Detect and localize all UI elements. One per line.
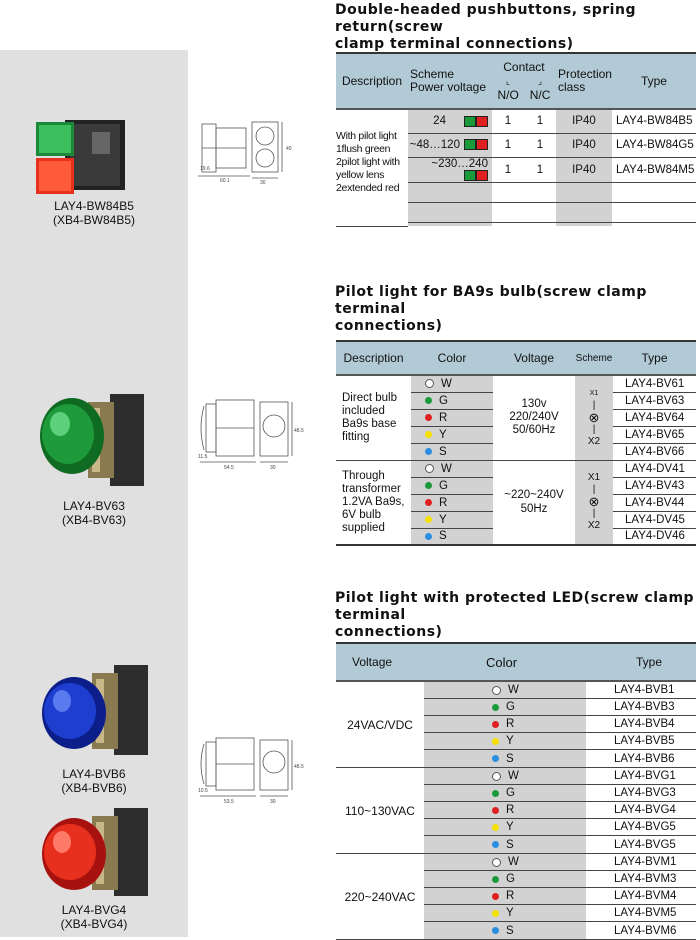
white-dot-icon xyxy=(492,858,501,867)
yellow-dot-icon xyxy=(492,738,499,745)
voltage-cell: 130v 220/240V 50/60Hz xyxy=(493,375,575,460)
header-scheme: Scheme xyxy=(575,341,613,375)
yellow-dot-icon xyxy=(425,516,432,523)
table-row: Y LAY4-BV65 xyxy=(336,426,696,443)
header-protection: Protection class xyxy=(556,53,612,109)
header-type: Type xyxy=(612,53,696,109)
green-dot-icon xyxy=(492,876,499,883)
yellow-dot-icon xyxy=(425,431,432,438)
voltage-cell: 110~130VAC xyxy=(345,803,415,818)
lamp-symbol-icon: ⊗ xyxy=(588,494,600,510)
pushbutton-dimension-drawing xyxy=(194,118,294,186)
dim-front: 11.5 xyxy=(198,454,208,460)
table-row: S LAY4-BV66 xyxy=(336,443,696,460)
table-row: With pilot light 1flush green 2pilot light with yellow lens 2extended red 24 1 1 IP40 LAY4-BW84B5 xyxy=(336,109,696,133)
header-description: Description xyxy=(336,53,408,109)
red-pilot-light-photo xyxy=(36,800,152,904)
table-row: Y LAY4-BVG5 xyxy=(424,819,696,836)
voltage-cell: ~230…240 xyxy=(408,157,492,182)
header-contact: Contact ⌞ ⌟ N/O N/C xyxy=(492,53,556,109)
blue-dot-icon xyxy=(492,927,499,934)
red-dot-icon xyxy=(492,721,499,728)
table-header xyxy=(336,53,696,109)
blue-dot-icon xyxy=(492,755,499,762)
voltage-group xyxy=(336,854,696,940)
green-dot-icon xyxy=(425,482,432,489)
table-header xyxy=(336,341,696,375)
table-row: G LAY4-BV63 xyxy=(336,392,696,409)
table-row: G LAY4-BVM3 xyxy=(424,871,696,888)
blue-dot-icon xyxy=(492,841,499,848)
red-dot-icon xyxy=(425,414,432,421)
table-row: W LAY4-BVM1 xyxy=(424,854,696,871)
table-row: R LAY4-BV44 xyxy=(336,494,696,511)
table-row: ~48…120 1 1 IP40 LAY4-BW84G5 xyxy=(336,133,696,157)
green-red-lens-icon xyxy=(464,139,488,150)
blue-pilot-light-photo xyxy=(36,655,152,765)
header-voltage: Voltage xyxy=(493,341,575,375)
dim-front: 10.5 xyxy=(198,788,208,794)
table-row: W LAY4-BVG1 xyxy=(424,768,696,785)
blue-dot-icon xyxy=(425,448,432,455)
dim-width: 30 xyxy=(270,799,276,805)
white-dot-icon xyxy=(492,686,501,695)
section1-title: Double-headed pushbuttons, spring return(screw clamp terminal connections) xyxy=(335,2,636,52)
led-table-body xyxy=(336,682,696,940)
table-row: S LAY4-BVB6 xyxy=(424,750,696,767)
voltage-group xyxy=(336,768,696,854)
table-row: Y LAY4-DV45 xyxy=(336,511,696,528)
white-dot-icon xyxy=(492,772,501,781)
table-row: W LAY4-BVB1 xyxy=(424,682,696,699)
voltage-cell: 24VAC/VDC xyxy=(347,717,413,732)
yellow-dot-icon xyxy=(492,824,499,831)
lamp-symbol-icon: ⊗ xyxy=(588,409,600,425)
description-cell: With pilot light 1flush green 2pilot light with yellow lens 2extended red xyxy=(336,109,408,226)
table-row: R LAY4-BVB4 xyxy=(424,716,696,733)
voltage-group xyxy=(336,682,696,768)
table-row: Y LAY4-BVB5 xyxy=(424,733,696,750)
yellow-dot-icon xyxy=(492,910,499,917)
header-type: Type xyxy=(586,643,696,681)
description-cell: Through transformer 1.2VA Ba9s, 6V bulb supplied xyxy=(336,460,411,545)
led-dimension-drawing xyxy=(194,732,306,808)
blue-dot-icon xyxy=(425,533,432,540)
header-color: Color xyxy=(424,643,586,681)
dim-length: 53.5 xyxy=(224,799,234,805)
green-dot-icon xyxy=(425,397,432,404)
green-red-lens-icon xyxy=(464,116,488,127)
table-row: S LAY4-DV46 xyxy=(336,528,696,545)
table-row: R LAY4-BVG4 xyxy=(424,802,696,819)
header-voltage: Voltage xyxy=(336,643,424,681)
bv63-dimension-drawing xyxy=(194,392,306,476)
red-dot-icon xyxy=(492,893,499,900)
dim-length: 60.1 xyxy=(220,178,230,184)
table-row: ~230…240 1 1 IP40 LAY4-BW84M5 xyxy=(336,157,696,182)
header-type: Type xyxy=(613,341,696,375)
voltage-cell: 24 xyxy=(408,109,492,133)
table-row: G LAY4-BV43 xyxy=(336,477,696,494)
table-row: G LAY4-BVB3 xyxy=(424,699,696,716)
red-dot-icon xyxy=(492,807,499,814)
red-dot-icon xyxy=(425,499,432,506)
voltage-cell: 220~240VAC xyxy=(344,889,416,904)
description-cell: Direct bulb included Ba9s base fitting xyxy=(336,375,411,460)
white-dot-icon xyxy=(425,464,434,473)
dim-height: 48.5 xyxy=(294,428,304,434)
table-row: Through transformer 1.2VA Ba9s, 6V bulb supplied W ~220~240V 50Hz X1 | ⊗ | X2 LAY4-DV41 xyxy=(336,460,696,477)
scheme-cell: X1 | ⊗ | X2 xyxy=(575,375,613,460)
dim-width: 30 xyxy=(270,465,276,471)
header-color: Color xyxy=(411,341,493,375)
green-dot-icon xyxy=(492,704,499,711)
green-red-lens-icon xyxy=(464,170,488,181)
header-description: Description xyxy=(336,341,411,375)
voltage-cell: ~48…120 xyxy=(408,133,492,157)
led-table xyxy=(336,642,696,682)
header-scheme: Scheme Power voltage xyxy=(408,53,492,109)
dim-width: 30 xyxy=(260,180,266,186)
pushbutton-photo xyxy=(30,112,130,200)
white-dot-icon xyxy=(425,379,434,388)
table-row: Direct bulb included Ba9s base fitting W 130v 220/240V 50/60Hz X1 | ⊗ | X2 LAY4-BV61 xyxy=(336,375,696,392)
table-row: Y LAY4-BVM5 xyxy=(424,905,696,922)
green-dot-icon xyxy=(492,790,499,797)
dim-length: 54.5 xyxy=(224,465,234,471)
product-label-bvb6: LAY4-BVB6 (XB4-BVB6) xyxy=(61,767,127,795)
table-header xyxy=(336,643,696,681)
product-label-bv63: LAY4-BV63 (XB4-BV63) xyxy=(61,499,127,527)
dim-front: 19.6 xyxy=(200,166,210,172)
dim-height: 48.5 xyxy=(294,764,304,770)
section2-title: Pilot light for BA9s bulb(screw clamp terminal connections) xyxy=(335,284,647,334)
bulb-table xyxy=(336,340,696,546)
green-pilot-light-photo xyxy=(30,378,150,498)
voltage-cell: ~220~240V 50Hz xyxy=(493,460,575,545)
table-row: S LAY4-BVM6 xyxy=(424,922,696,939)
scheme-cell: X1 | ⊗ | X2 xyxy=(575,460,613,545)
table-row: R LAY4-BVM4 xyxy=(424,888,696,905)
dim-height: 40 xyxy=(286,146,292,152)
product-label-pushbutton: LAY4-BW84B5 (XB4-BW84B5) xyxy=(52,199,136,227)
table-row: S LAY4-BVG5 xyxy=(424,836,696,853)
table-row: G LAY4-BVG3 xyxy=(424,785,696,802)
table-row: R LAY4-BV64 xyxy=(336,409,696,426)
section3-title: Pilot light with protected LED(screw clamp terminal connections) xyxy=(335,590,695,640)
product-label-bvg4: LAY4-BVG4 (XB4-BVG4) xyxy=(60,903,128,931)
pushbutton-table xyxy=(336,52,696,227)
